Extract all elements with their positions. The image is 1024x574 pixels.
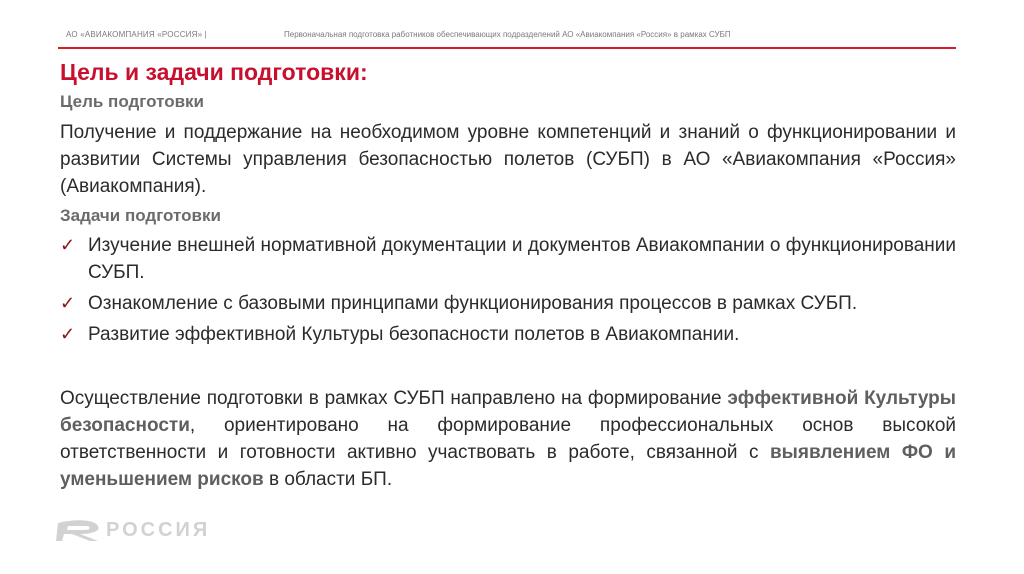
goal-text: Получение и поддержание на необходимом уровне компетенций и знаний о функционировании и развитии Системы управления безопасностью полетов (СУБП) в АО «Авиакомпания «Россия» (Авиакомпания).	[60, 122, 956, 197]
goal-heading: Цель подготовки	[60, 92, 204, 111]
check-icon: ✓	[60, 235, 76, 255]
header-company-name: АО «АВИАКОМПАНИЯ «РОССИЯ» |	[66, 30, 207, 39]
task-text: Развитие эффективной Культуры безопасности полетов в Авиакомпании.	[88, 324, 740, 345]
check-icon: ✓	[60, 293, 76, 313]
logo-text: РОССИЯ	[106, 519, 211, 541]
header-divider	[58, 47, 956, 49]
header-course-title: Первоначальная подготовка работников обеспечивающих подразделений АО «Авиакомпания «Россия» в рамках СУБП	[284, 30, 731, 39]
conclusion-part-2: , ориентировано на формирование профессиональных основ высокой ответственности и готовности активно участвовать в работе, связанной с	[60, 415, 956, 463]
task-text: Ознакомление с базовыми принципами функционирования процессов в рамках СУБП.	[88, 293, 858, 314]
conclusion-text	[60, 385, 956, 493]
check-icon: ✓	[60, 324, 76, 344]
conclusion-part-3: в области БП.	[263, 469, 393, 490]
conclusion-highlight-risks: выявлением ФО и уменьшением рисков	[60, 442, 956, 490]
tasks-heading: Задачи подготовки	[60, 206, 221, 225]
slide-title: Цель и задачи подготовки:	[60, 59, 368, 85]
conclusion-part-1: Осуществление подготовки в рамках СУБП направлено на формирование	[60, 388, 728, 409]
conclusion-highlight-culture: эффективной Культуры безопасности	[60, 388, 956, 436]
task-text: Изучение внешней нормативной документации и документов Авиакомпании о функционировании СУБП.	[88, 235, 956, 283]
